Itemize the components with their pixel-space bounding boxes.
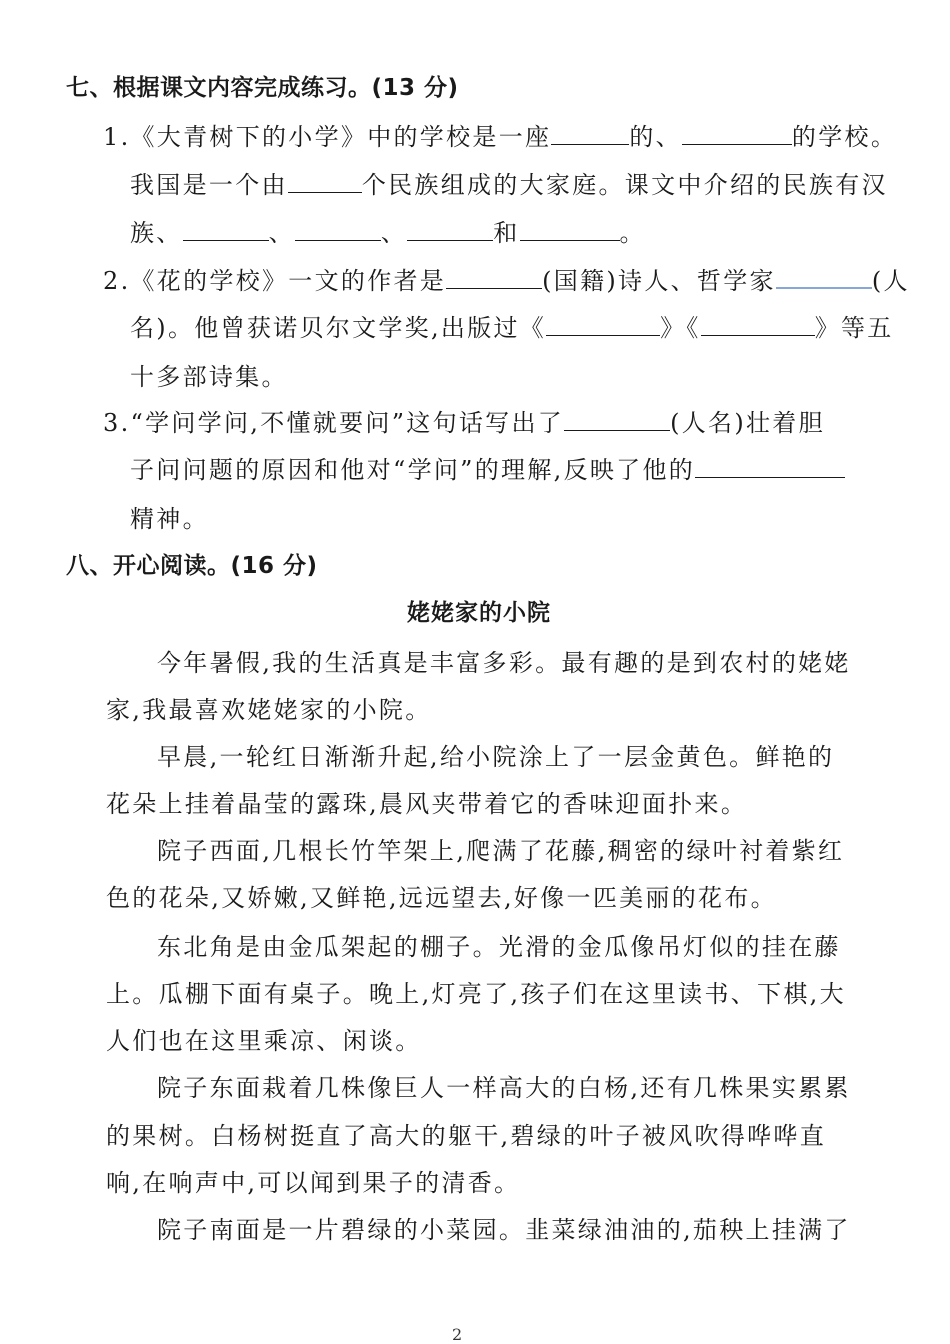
passage-line: 响,在响声中,可以闻到果子的清香。 [106, 1169, 521, 1197]
answer-blank[interactable] [776, 263, 872, 289]
q3-line-1 [103, 406, 825, 440]
passage-line: 色的花朵,又娇嫩,又鲜艳,远远望去,好像一匹美丽的花布。 [106, 884, 777, 912]
q2-text: (人 [871, 267, 910, 295]
q3-line-3: 精神。 [130, 505, 209, 533]
passage-line: 家,我最喜欢姥姥家的小院。 [106, 696, 432, 724]
passage-line: 院子南面是一片碧绿的小菜园。韭菜绿油油的,茄秧上挂满了 [157, 1216, 851, 1244]
passage-line: 早晨,一轮红日渐渐升起,给小院涂上了一层金黄色。鲜艳的 [157, 743, 835, 771]
q1-line-2 [130, 168, 888, 202]
q1-line-1 [103, 120, 897, 154]
q1-text: 族、 [130, 219, 183, 247]
section-7-heading: 七、根据课文内容完成练习。(13 分) [66, 75, 459, 101]
passage-line: 上。瓜棚下面有桌子。晚上,灯亮了,孩子们在这里读书、下棋,大 [106, 980, 846, 1008]
answer-blank[interactable] [183, 216, 269, 241]
q1-text: 的、 [629, 123, 682, 151]
answer-blank[interactable] [295, 216, 381, 241]
passage-line: 花朵上挂着晶莹的露珠,晨风夹带着它的香味迎面扑来。 [106, 790, 748, 818]
answer-blank[interactable] [520, 216, 620, 241]
q2-text: 2.《花的学校》一文的作者是 [103, 267, 447, 295]
passage-line: 院子东面栽着几株像巨人一样高大的白杨,还有几株果实累累 [157, 1074, 851, 1102]
q2-line-2 [130, 311, 894, 345]
q3-text: (人名)壮着胆 [670, 409, 825, 437]
answer-blank[interactable] [446, 264, 542, 289]
q1-text: 、 [380, 219, 408, 247]
q2-text: 》《 [660, 314, 701, 342]
q3-text: 子问问题的原因和他对“学问”的理解,反映了他的 [130, 456, 696, 484]
q2-text: 》等五 [814, 314, 894, 342]
answer-blank[interactable] [546, 311, 660, 336]
passage-line: 人们也在这里乘凉、闲谈。 [106, 1027, 422, 1055]
q1-text: 和 [493, 219, 520, 247]
passage-line: 院子西面,几根长竹竿架上,爬满了花藤,稠密的绿叶衬着紫红 [157, 837, 845, 865]
answer-blank[interactable] [407, 216, 493, 241]
q1-text: 。 [619, 219, 646, 247]
answer-blank[interactable] [288, 168, 362, 193]
answer-blank[interactable] [551, 120, 629, 145]
q1-text: 个民族组成的大家庭。课文中介绍的民族有汉 [361, 171, 888, 199]
section-8-heading: 八、开心阅读。(16 分) [66, 553, 318, 579]
answer-blank[interactable] [695, 453, 845, 478]
q2-line-3: 十多部诗集。 [130, 363, 288, 391]
passage-line: 今年暑假,我的生活真是丰富多彩。最有趣的是到农村的姥姥 [157, 649, 851, 677]
q2-text: (国籍)诗人、哲学家 [542, 267, 776, 295]
q3-line-2 [130, 453, 845, 487]
q1-text: 、 [268, 219, 295, 247]
q1-line-3 [130, 216, 646, 250]
q2-text: 名)。他曾获诺贝尔文学奖,出版过《 [130, 314, 547, 342]
q1-text: 我国是一个由 [130, 171, 288, 199]
answer-blank[interactable] [564, 406, 670, 431]
q3-text: 3.“学问学问,不懂就要问”这句话写出了 [103, 409, 565, 437]
q1-text: 的学校。 [791, 123, 898, 151]
passage-line: 的果树。白杨树挺直了高大的躯干,碧绿的叶子被风吹得哗哗直 [106, 1122, 827, 1150]
answer-blank[interactable] [682, 120, 792, 145]
answer-blank[interactable] [701, 311, 815, 336]
page-number: 2 [452, 1325, 463, 1344]
passage-line: 东北角是由金瓜架起的棚子。光滑的金瓜像吊灯似的挂在藤 [157, 933, 841, 961]
passage-title: 姥姥家的小院 [407, 600, 551, 626]
q2-line-1 [103, 263, 910, 298]
q1-text: 1.《大青树下的小学》中的学校是一座 [103, 123, 552, 151]
